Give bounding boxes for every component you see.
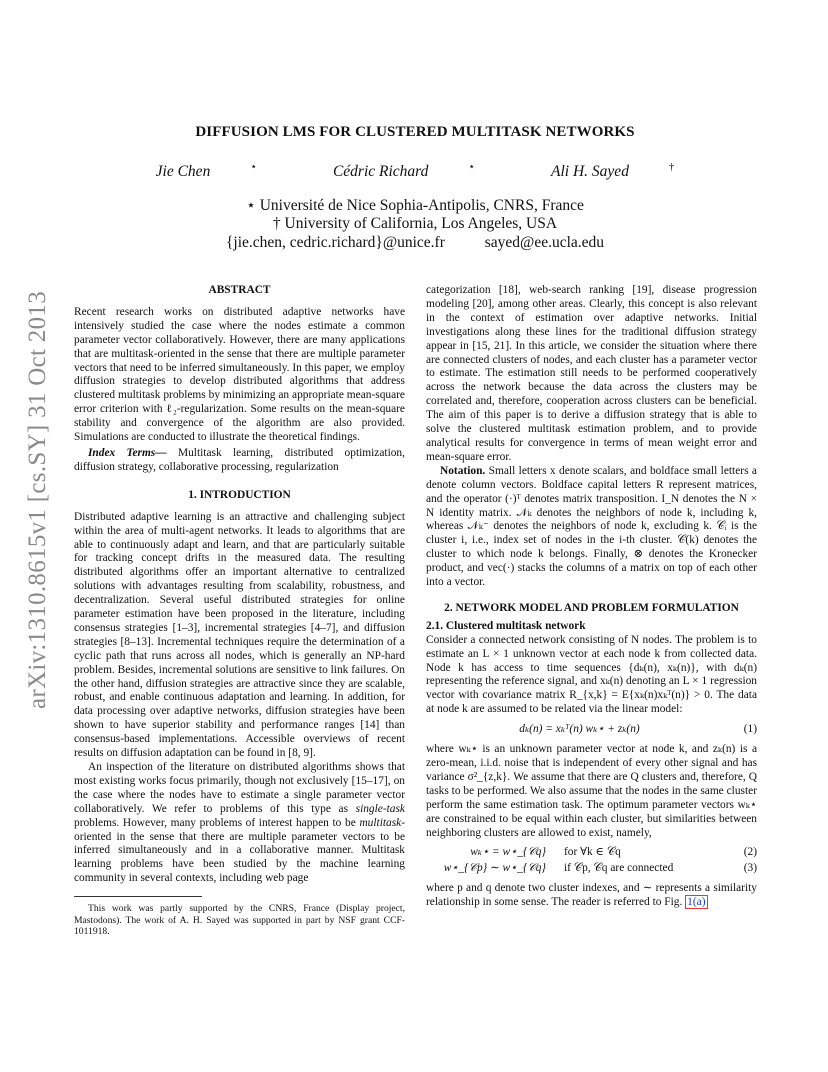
email-1: {jie.chen, cedric.richard}@unice.fr <box>225 234 445 251</box>
equation-2-lhs: wₖ⋆ = w⋆_{𝒞q} <box>470 846 546 859</box>
footnote-rule <box>74 896 202 897</box>
intro-paragraph-1: Distributed adaptive learning is an attractive and challenging subject within the area of multi-agent networks. It leads to algorithms that are able to continuously adapt and learn, and that are particularly suitable for tracking concept drifts in the measured data. The resulting distributed algorithms offer an important alternative to centralized solutions with advantages resulting from scalability, robustness, and decentralization. Several useful distributed strategies for online parameter estimation have been proposed in the literature, including consensus strategies [1–3], incremental strategies [4–7], and diffusion strategies [8–13]. Incremental techniques require the determination of a cyclic path that runs across all nodes, which is generally an NP-hard problem. Besides, incremental solutions are sensitive to link failures. On the other hand, diffusion strategies are attractive since they are scalable, robust, and enable continuous adaptation and learning. In addition, for data processing over adaptive networks, diffusion strategies have been shown to have superior stability and performance ranges [14] than consensus-based implementations. Accessible overviews of recent results on diffusion adaptation can be found in [8, 9]. <box>74 510 405 760</box>
index-terms-label: Index Terms— <box>88 446 167 459</box>
intro-heading: 1. INTRODUCTION <box>188 488 291 501</box>
author-emails <box>60 234 770 252</box>
affiliation-1: ⋆ Université de Nice Sophia-Antipolis, CNRS, France <box>246 197 584 214</box>
author-3: Ali H. Sayed † <box>551 161 675 181</box>
author-1: Jie Chen ⋆ <box>155 161 258 181</box>
equation-2 <box>426 846 757 860</box>
affiliation-2: † University of California, Los Angeles, USA <box>272 215 558 232</box>
author-2: Cédric Richard ⋆ <box>332 161 476 181</box>
arxiv-identifier <box>18 291 58 709</box>
equation-3-lhs: w⋆_{𝒞p} ∼ w⋆_{𝒞q} <box>443 862 546 875</box>
left-column <box>74 284 405 938</box>
equation-2-condition: for ∀k ∈ 𝒞q <box>564 846 621 859</box>
equations-2-3 <box>426 846 757 876</box>
arxiv-identifier-text: arXiv:1310.8615v1 [cs.SY] 31 Oct 2013 <box>24 291 51 709</box>
equation-3-condition: if 𝒞p, 𝒞q are connected <box>564 862 674 875</box>
right-paragraph-1: categorization [18], web-search ranking [19], disease progression modeling [20], among other areas. Clearly, this concept is also relevant in the context of estimation over adaptive networks. Initial investigations along these lines for the traditional diffusion strategy appear in [15, 21]. In this article, we consider the situation where there are connected clusters of nodes, and each cluster has a parameter vector to estimate. The estimation still needs to be performed cooperatively across the network because the data across the clusters may be correlated and, therefore, cooperation across clusters can be beneficial. The aim of this paper is to derive a diffusion strategy that is able to solve the clustered multitask estimation problem, and to provide analytical results for convergence in terms of mean weight error and mean-square error. <box>426 284 757 463</box>
author-list <box>60 160 770 181</box>
section-2-heading: 2. NETWORK MODEL AND PROBLEM FORMULATION <box>444 601 739 614</box>
notation-paragraph <box>426 465 757 590</box>
figure-reference-link[interactable]: 1(a) <box>687 896 706 909</box>
notation-label: Notation. <box>440 464 486 477</box>
index-terms-text: Multitask learning, distributed optimization, diffusion strategy, collaborative processing, regularization <box>74 446 405 473</box>
equation-3-number: (3) <box>743 862 757 875</box>
equation-1-body: dₖ(n) = xₖᵀ(n) wₖ⋆ + zₖ(n) <box>519 723 640 736</box>
index-terms <box>74 447 405 475</box>
footnote: This work was partly supported by the CNRS, France (Display project, Mastodons). The work of A. H. Sayed was supported in part by NSF grant CCF-1011918. <box>74 903 405 938</box>
equation-2-number: (2) <box>743 846 757 859</box>
email-2: sayed@ee.ucla.edu <box>484 234 605 251</box>
abstract-heading: ABSTRACT <box>208 284 271 296</box>
paper-title: DIFFUSION LMS FOR CLUSTERED MULTITASK NETWORKS <box>195 124 635 140</box>
model-paragraph: Consider a connected network consisting of N nodes. The problem is to estimate an L × 1 unknown vector at each node k from collected data. Node k has access to time sequences {dₖ(n), xₖ(n)}, with dₖ(n) representing the reference signal, and xₖ(n) denoting an L × 1 regression vector with covariance matrix R_{x,k} = E{xₖ(n)xₖᵀ(n)} > 0. The data at node k are assumed to be related via the linear model: <box>426 633 757 716</box>
right-column <box>426 284 757 910</box>
equation-3 <box>426 862 757 876</box>
equation-1 <box>426 723 757 737</box>
closing-paragraph: where p and q denote two cluster indexes, and ∼ represents a similarity relationship in some sense. The reader is referred to Fig. 1(a) <box>426 882 757 909</box>
equation-1-number: (1) <box>743 723 757 736</box>
subsection-2-1-heading: 2.1. Clustered multitask network <box>426 619 586 632</box>
constraint-paragraph: where wₖ⋆ is an unknown parameter vector at node k, and zₖ(n) is a zero-mean, i.i.d. noise that is independent of every other signal and has variance σ²_{z,k}. We assume that there are Q clusters and, therefore, Q tasks to be performed. We also assume that the nodes in the same cluster perform the same estimation task. The optimum parameter vectors wₖ⋆ are constrained to be equal within each cluster, but similarities between neighboring clusters are allowed to exist, namely, <box>426 743 757 839</box>
intro-paragraph-2: An inspection of the literature on distributed algorithms shows that most existing works focus primarily, though not exclusively [15–17], on the case where the nodes have to estimate a single parameter vector collaboratively. We refer to problems of this type as single-task problems. However, many problems of interest happen to be multitask-oriented in the sense that there are multiple parameter vectors to be inferred simultaneously and in a collaborative manner. Multitask learning problems have been studied by the machine learning community in several contexts, including web page <box>74 761 405 885</box>
abstract-text: Recent research works on distributed adaptive networks have intensively studied the case where the nodes estimate a common parameter vector collaboratively. However, there are many applications that are multitask-oriented in the sense that there are multiple parameter vectors that need to be inferred simultaneously. In this paper, we employ diffusion strategies to develop distributed algorithms that address clustered multitask problems by minimizing an appropriate mean-square error criterion with ℓ₂-regularization. Some results on the mean-square stability and convergence of the algorithm are also provided. Simulations are conducted to illustrate the theoretical findings. <box>74 305 405 444</box>
notation-text: Small letters x denote scalars, and boldface small letters a denote column vectors. Boldface capital letters R represent matrices, and the operator (·)ᵀ denotes matrix transposition. I_N denotes the N × N identity matrix. 𝒩ₖ denotes the neighbors of node k, including k, whereas 𝒩ₖ⁻ denotes the neighbors of node k, excluding k. 𝒞ᵢ is the cluster i, i.e., index set of nodes in the i-th cluster. 𝒞(k) denotes the cluster to which node k belongs. Finally, ⊗ denotes the Kronecker product, and vec(·) stacks the columns of a matrix on top of each other into a vector. <box>426 464 757 589</box>
